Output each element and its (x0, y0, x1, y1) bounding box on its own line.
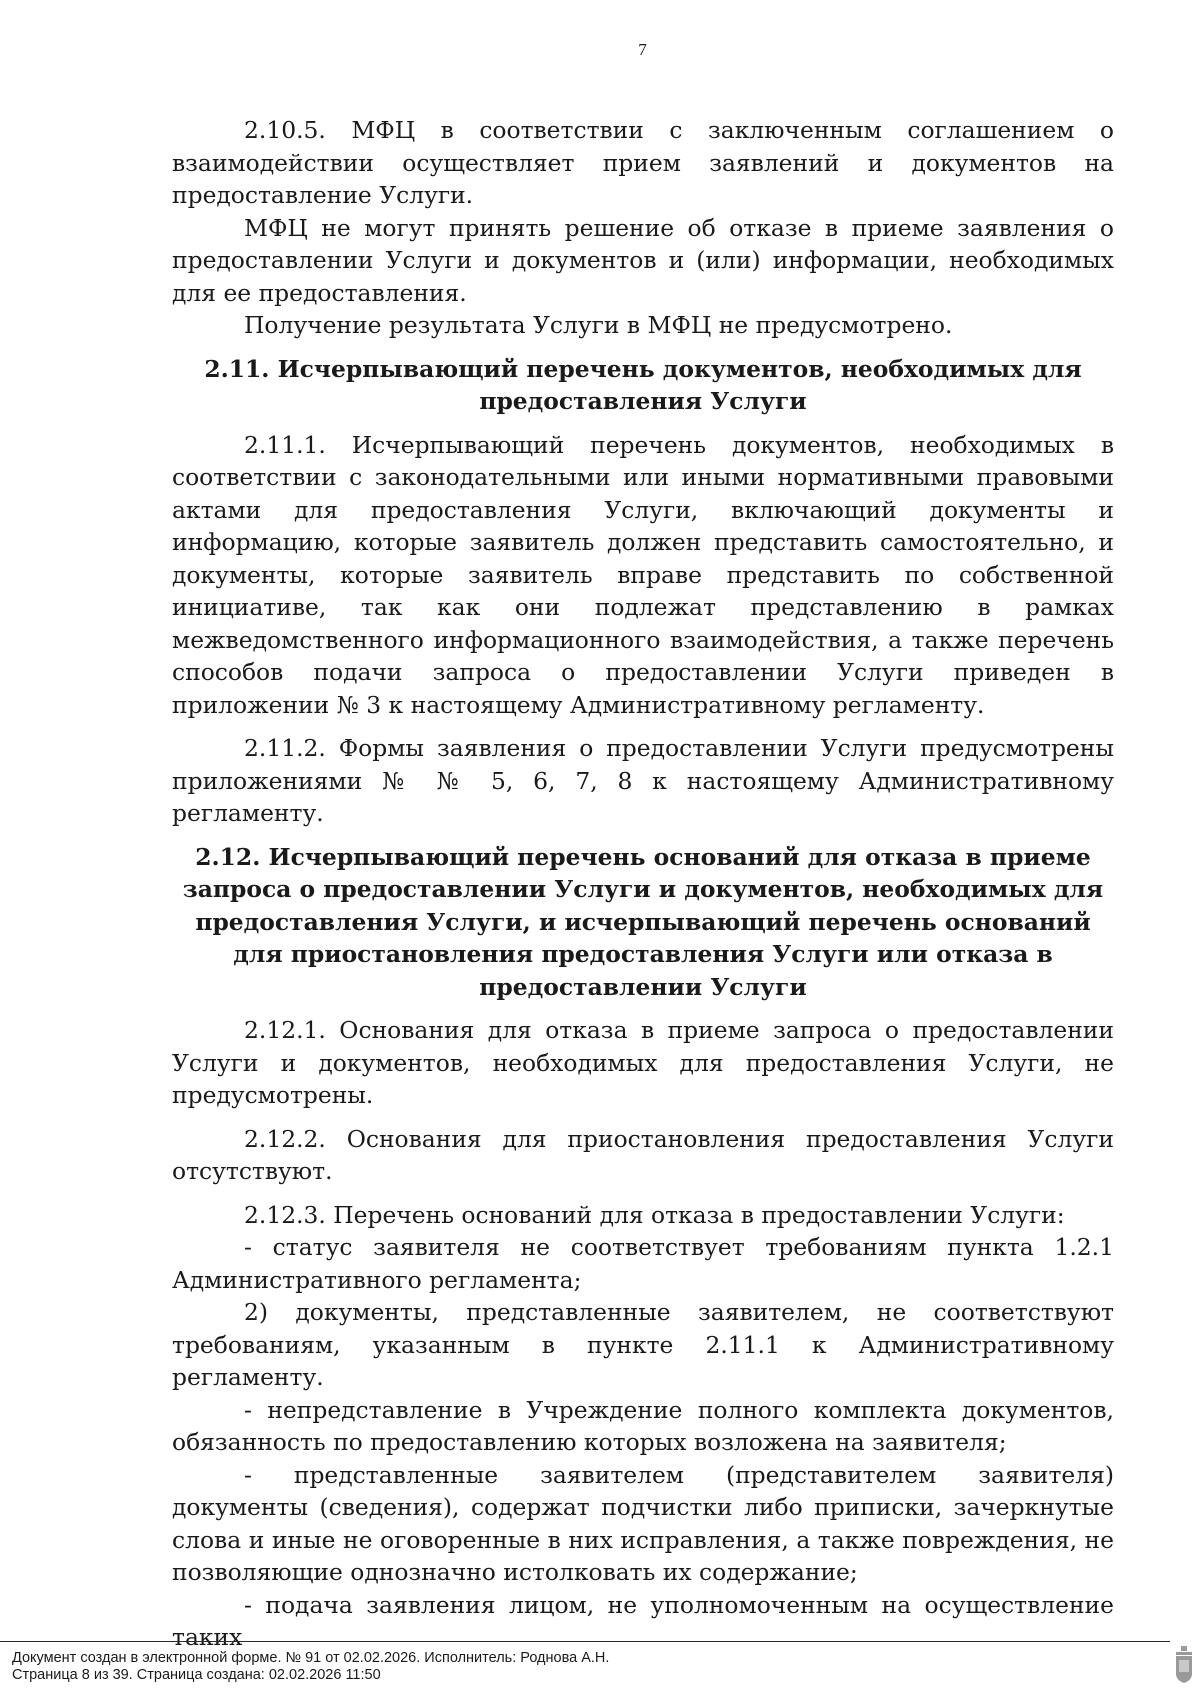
page-number: 7 (638, 40, 647, 59)
list-item-documents: 2) документы, представленные заявителем, не соответствуют требованиям, указанным в пункте 2.11.1 к Административному регламенту. (172, 1298, 1114, 1391)
paragraph-2-11-1: 2.11.1. Исчерпывающий перечень документов, необходимых в соответствии с законодательными или иными нормативными правовыми актами для предоставления Услуги, включающий документы и информацию, которые заявитель должен представить самостоятельно, и документы, которые заявитель вправе представить по собственной инициативе, так как они подлежат представлению в рамках межведомственного информационного взаимодействия, а также перечень способов подачи запроса о предоставлении Услуги приведен в приложении № 3 к настоящему Административному регламенту. (172, 430, 1114, 719)
paragraph-mfc-refusal: МФЦ не могут принять решение об отказе в приеме заявления о предоставлении Услуги и документов и (или) информации, необходимых для ее предоставления. (172, 213, 1114, 307)
footer-page-info: Страница 8 из 39. Страница создана: 02.02.2026 11:50 (12, 1667, 381, 1683)
paragraph-2-11-2: 2.11.2. Формы заявления о предоставлении Услуги предусмотрены приложениями № № 5, 6, 7, 8 к настоящему Административному регламенту. (172, 734, 1114, 827)
list-item-unauthorized: - подача заявления лицом, не уполномоченным на осуществление таких (172, 1590, 1114, 1651)
footer (12, 1650, 609, 1684)
heading-2-12: 2.12. Исчерпывающий перечень оснований для отказа в приеме запроса о предоставлении Услуги и документов, необходимых для предоставления Услуги, и исчерпывающий перечень оснований для приостановления предоставления Услуги или отказа в предоставлении Услуги (182, 842, 1104, 1001)
footer-document-info: Документ создан в электронной форме. № 91 от 02.02.2026. Исполнитель: Роднова А.Н. (12, 1650, 610, 1666)
list-item-corrections: - представленные заявителем (представителем заявителя) документы (сведения), содержат подчистки либо приписки, зачеркнутые слова и иные не оговоренные в них исправления, а также повреждения, не позволяющие однозначно истолковать их содержание; (172, 1460, 1114, 1586)
footer-divider (0, 1641, 1170, 1642)
paragraph-mfc-result: Получение результата Услуги в МФЦ не предусмотрено. (244, 311, 953, 339)
paragraph-2-12-1: 2.12.1. Основания для отказа в приеме запроса о предоставлении Услуги и документов, необходимых для предоставления Услуги, не предусмотрены. (172, 1016, 1114, 1109)
coat-of-arms-icon (1172, 1644, 1196, 1684)
list-item-status: - статус заявителя не соответствует требованиям пункта 1.2.1 Административного регламента; (172, 1233, 1114, 1294)
paragraph-2-10-5: 2.10.5. МФЦ в соответствии с заключенным соглашением о взаимодействии осуществляет прием заявлений и документов на предоставление Услуги. (172, 116, 1114, 209)
paragraph-2-12-3: 2.12.3. Перечень оснований для отказа в предоставлении Услуги: (244, 1200, 1065, 1229)
heading-2-11: 2.11. Исчерпывающий перечень документов, необходимых для предоставления Услуги (204, 354, 1082, 415)
list-item-incomplete-set: - непредставление в Учреждение полного комплекта документов, обязанность по предоставлению которых возложена на заявителя; (172, 1395, 1114, 1456)
document-body (172, 114, 1114, 1654)
paragraph-2-12-2: 2.12.2. Основания для приостановления предоставления Услуги отсутствуют. (172, 1124, 1114, 1185)
